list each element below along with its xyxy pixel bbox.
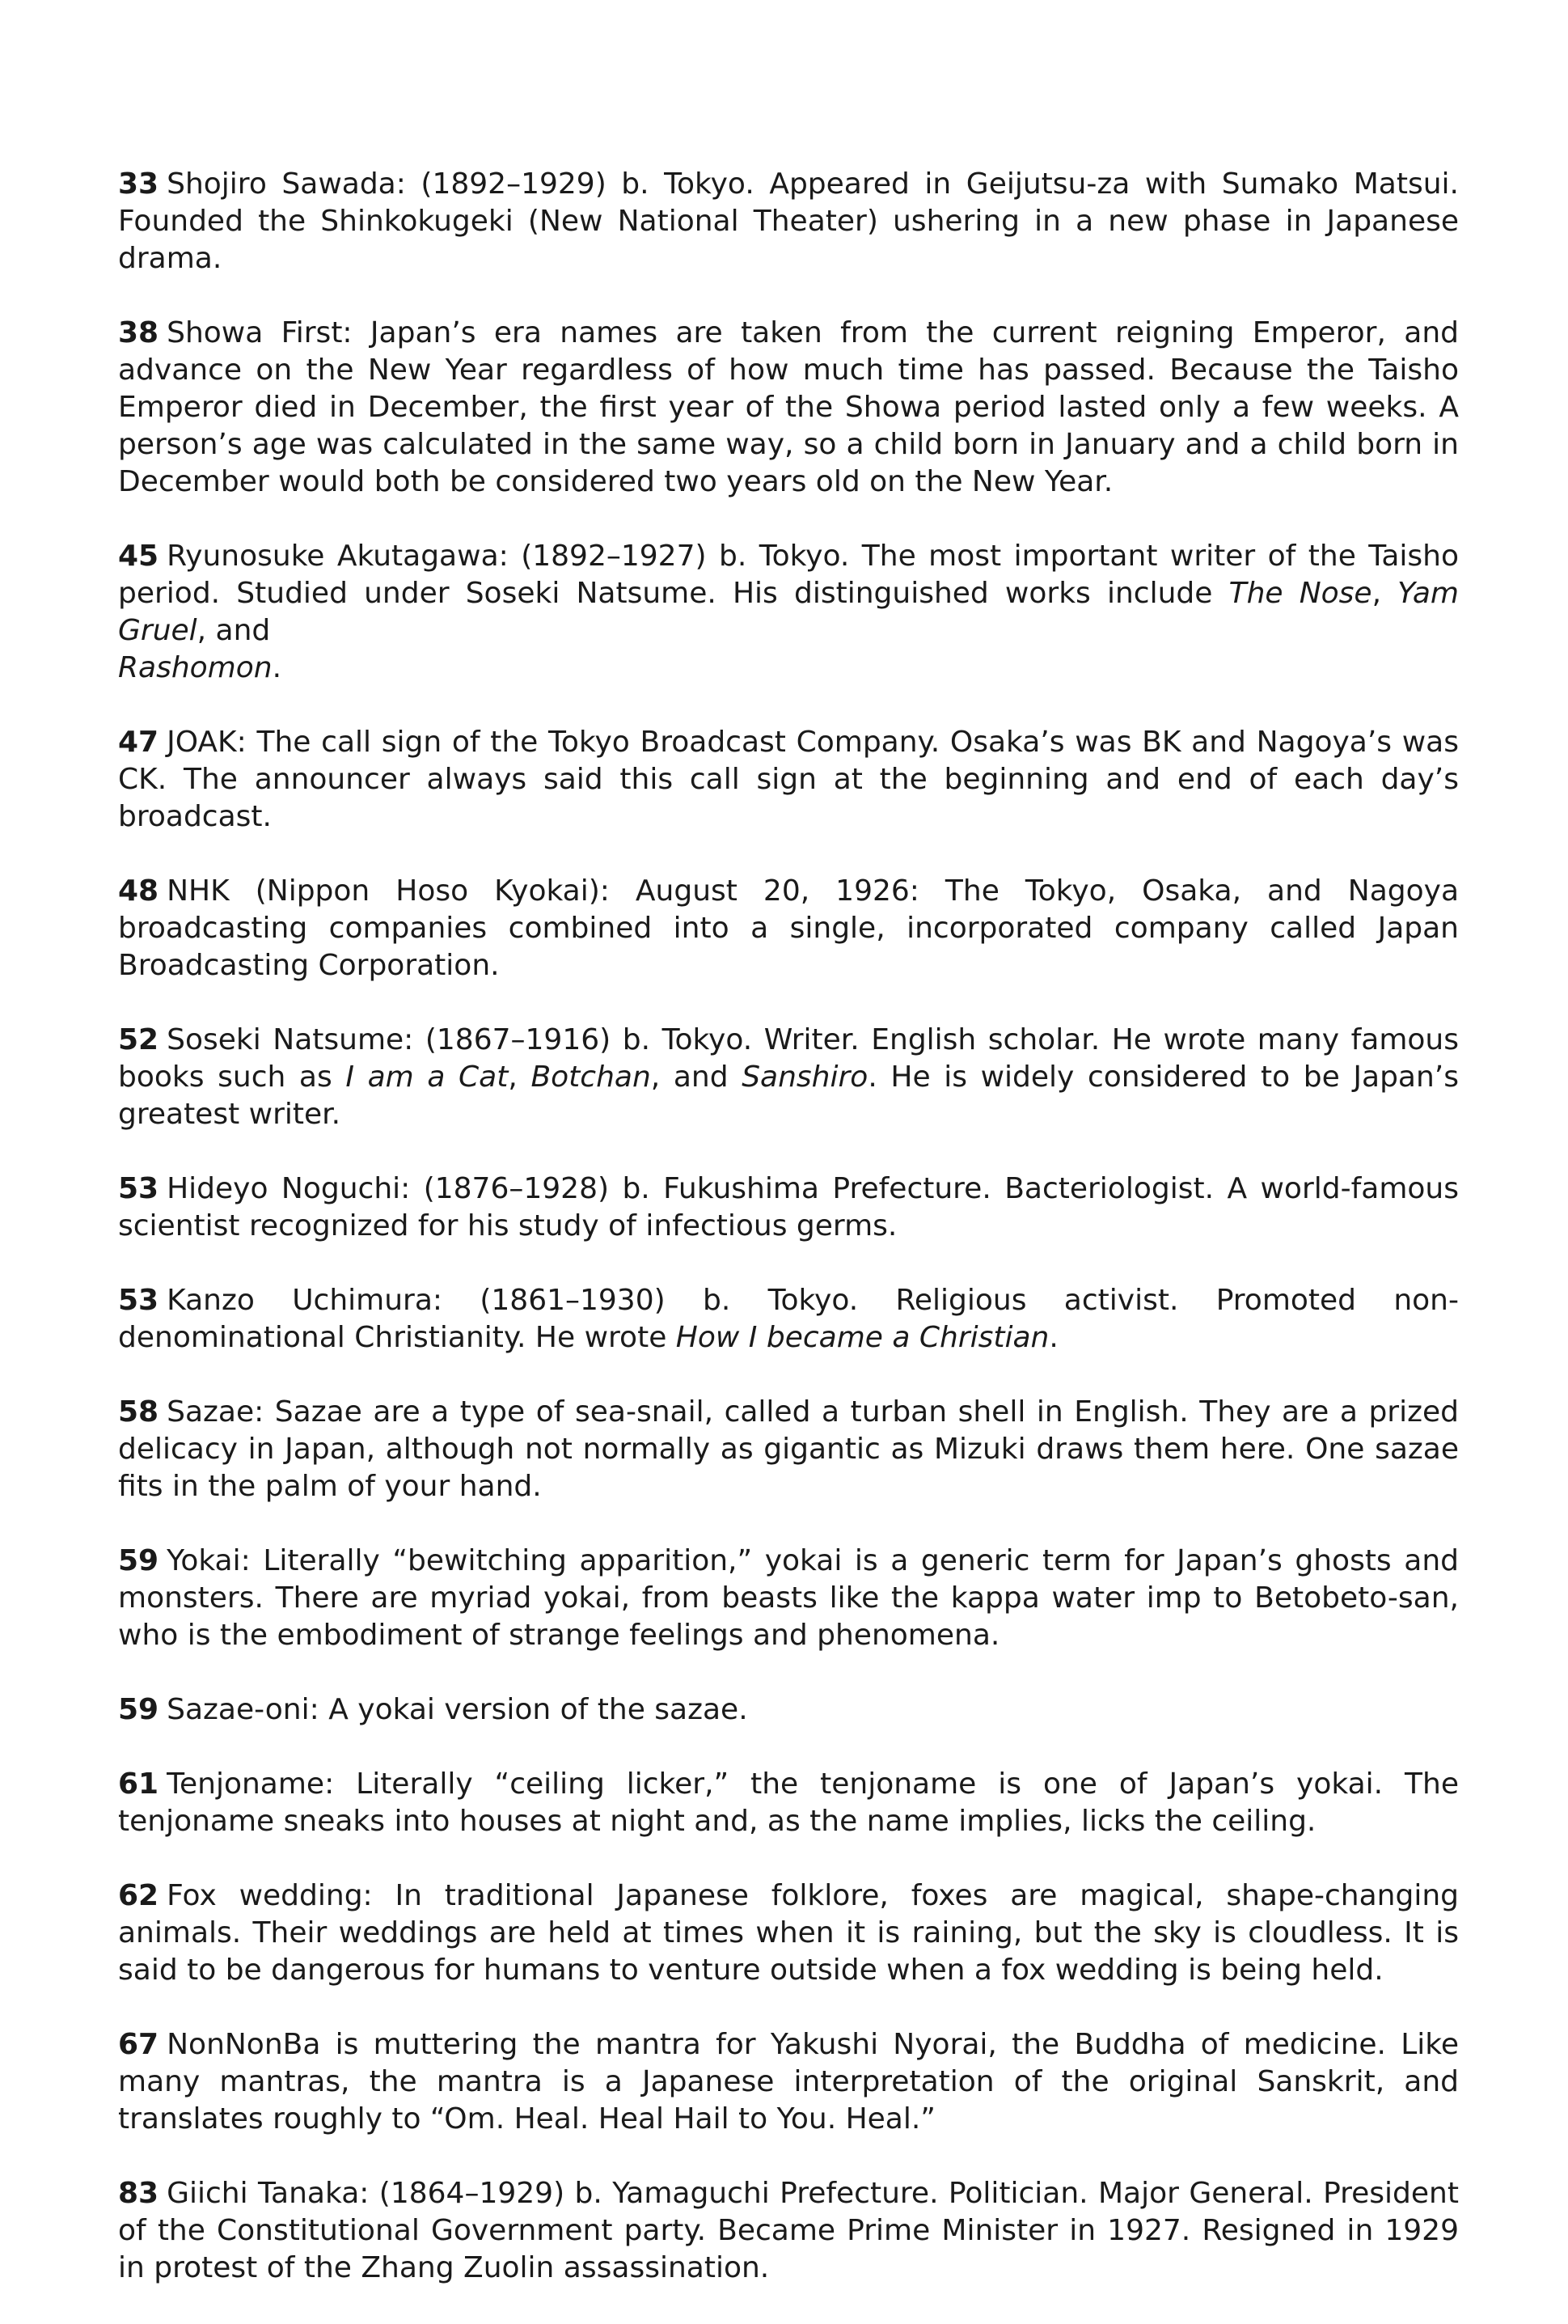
note-38-showa-first [118,315,1459,501]
note-text: Kanzo Uchimura: (1861–1930) b. Tokyo. Religious activist. Promoted non-denominational Christianity. He wrote [118,1284,1459,1354]
note-text: Tenjoname: Literally “ceiling licker,” the tenjoname is one of Japan’s yokai. The tenjoname sneaks into houses at night and, as the name implies, licks the ceiling. [118,1767,1459,1838]
separator: , [508,1060,531,1094]
note-number: 38 [118,316,159,349]
note-number: 48 [118,874,159,908]
work-title: How I became a Christian [675,1321,1050,1354]
note-text: NHK (Nippon Hoso Kyokai): August 20, 1926: The Tokyo, Osaka, and Nagoya broadcasting companies combined into a single, incorporated company called Japan Broadcasting Corporation. [118,874,1459,982]
note-text: Soseki Natsume: (1867–1916) b. Tokyo. Writer. English scholar. He wrote many famous books such as [118,1023,1459,1094]
note-number: 58 [118,1395,159,1429]
note-number: 47 [118,726,159,759]
work-title: I am a Cat [345,1060,509,1094]
work-title: The Nose [1228,577,1372,610]
note-text: Shojiro Sawada: (1892–1929) b. Tokyo. Appeared in Geijutsu-za with Sumako Matsui. Founded the Shinkokugeki (New National Theater) ushering in a new phase in Japanese drama. [118,167,1459,275]
note-text: Ryunosuke Akutagawa: (1892–1927) b. Tokyo. The most important writer of the Taisho period. Studied under Soseki Natsume. His distinguished works include [118,540,1459,610]
note-number: 53 [118,1284,159,1317]
note-number: 33 [118,167,159,201]
note-text: NonNonBa is muttering the mantra for Yakushi Nyorai, the Buddha of medicine. Like many mantras, the mantra is a Japanese interpretation of the original Sanskrit, and translates roughly to “Om. Heal. Heal Hail to You. Heal.” [118,2028,1459,2136]
separator: , and [197,614,271,647]
note-text-end: . [272,651,282,684]
note-59-sazae-oni [118,1691,1459,1729]
note-48-nhk [118,873,1459,984]
note-number: 59 [118,1544,159,1577]
note-62-fox-wedding [118,1877,1459,1989]
work-title: Rashomon [118,651,273,684]
notes-page [118,166,1459,2324]
note-53-uchimura [118,1282,1459,1357]
note-text-end: . He is widely considered to be Japan’s greatest writer. [118,1060,1459,1131]
note-text: Sazae-oni: A yokai version of the sazae. [167,1693,748,1726]
note-59-yokai [118,1543,1459,1654]
note-33-sawada [118,166,1459,277]
note-61-tenjoname [118,1766,1459,1840]
separator: , and [650,1060,742,1094]
note-text: Fox wedding: In traditional Japanese folklore, foxes are magical, shape-changing animals. Their weddings are held at times when it is raining, but the sky is cloudless. It is said to be dangerous for humans to venture outside when a fox wedding is being held. [118,1879,1459,1987]
note-number: 52 [118,1023,159,1056]
note-number: 45 [118,540,159,573]
note-text: Hideyo Noguchi: (1876–1928) b. Fukushima Prefecture. Bacteriologist. A world-famous scientist recognized for his study of infectious germs. [118,1172,1459,1242]
note-47-joak [118,724,1459,836]
note-number: 83 [118,2177,159,2210]
note-83-tanaka [118,2175,1459,2287]
work-title: Botchan [530,1060,651,1094]
note-text: Giichi Tanaka: (1864–1929) b. Yamaguchi Prefecture. Politician. Major General. President of the Constitutional Government party. Became Prime Minister in 1927. Resigned in 1929 in protest of the Zhang Zuolin assassination. [118,2177,1459,2284]
note-67-nonnonba-mantra [118,2026,1459,2138]
note-number: 67 [118,2028,159,2061]
work-title: Yam Gruel [118,577,1459,647]
note-text: Sazae: Sazae are a type of sea-snail, called a turban shell in English. They are a prized delicacy in Japan, although not normally as gigantic as Mizuki draws them here. One sazae fits in the palm of your hand. [118,1395,1459,1503]
note-53-noguchi [118,1170,1459,1245]
work-title: Sanshiro [742,1060,869,1094]
note-text: Yokai: Literally “bewitching apparition,” yokai is a generic term for Japan’s ghosts and monsters. There are myriad yokai, from beasts like the kappa water imp to Betobeto-san, who is the embodiment of strange feelings and phenomena. [118,1544,1459,1652]
note-number: 53 [118,1172,159,1205]
note-number: 62 [118,1879,159,1912]
note-text: JOAK: The call sign of the Tokyo Broadcast Company. Osaka’s was BK and Nagoya’s was CK. The announcer always said this call sign at the beginning and end of each day’s broadcast. [118,726,1459,833]
note-text: Showa First: Japan’s era names are taken from the current reigning Emperor, and advance on the New Year regardless of how much time has passed. Because the Taisho Emperor died in December, the first year of the Showa period lasted only a few weeks. A person’s age was calculated in the same way, so a child born in January and a child born in December would both be considered two years old on the New Year. [118,316,1459,498]
separator: , [1371,577,1398,610]
note-52-natsume [118,1022,1459,1133]
note-text-end: . [1049,1321,1059,1354]
note-45-akutagawa [118,538,1459,687]
note-number: 59 [118,1693,159,1726]
note-58-sazae [118,1394,1459,1505]
note-number: 61 [118,1767,159,1801]
